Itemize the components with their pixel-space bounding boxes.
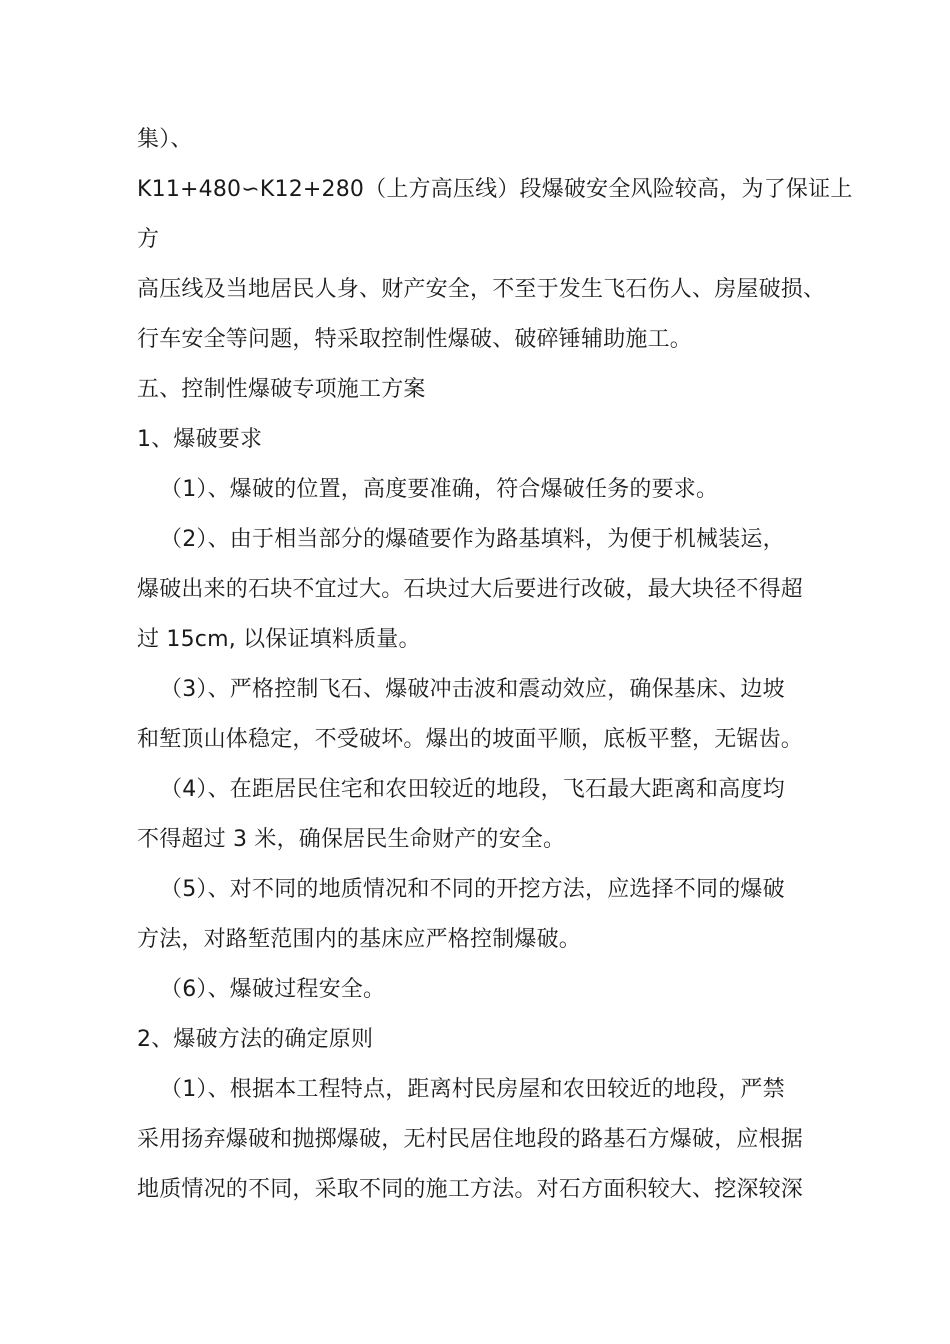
text-line: 不得超过 3 米，确保居民生命财产的安全。: [137, 827, 566, 852]
text-line: 过 15cm, 以保证填料质量。: [137, 627, 421, 652]
text-line: 采用扬弃爆破和抛掷爆破，无村民居住地段的路基石方爆破，应根据: [137, 1127, 804, 1152]
text-line: 方: [137, 227, 160, 252]
text-line: 集）、: [137, 127, 193, 152]
text-line: 地质情况的不同，采取不同的施工方法。对石方面积较大、挖深较深: [137, 1177, 804, 1202]
text-line: 和堑顶山体稳定，不受破坏。爆出的坡面平顺，底板平整，无锯齿。: [137, 727, 804, 752]
text-line: （1）、根据本工程特点，距离村民房屋和农田较近的地段，严禁: [160, 1077, 785, 1102]
text-line: K11+480∽K12+280（上方高压线）段爆破安全风险较高，为了保证上: [137, 177, 853, 202]
subsection-heading: 2、爆破方法的确定原则: [137, 1027, 374, 1052]
text-line: 行车安全等问题，特采取控制性爆破、破碎锤辅助施工。: [137, 327, 693, 352]
section-heading: 五、控制性爆破专项施工方案: [137, 377, 426, 402]
text-line: （2）、由于相当部分的爆碴要作为路基填料，为便于机械装运，: [160, 527, 785, 552]
subsection-heading: 1、爆破要求: [137, 427, 263, 452]
text-line: （4）、在距居民住宅和农田较近的地段，飞石最大距离和高度均: [160, 777, 785, 802]
text-line: 方法，对路堑范围内的基床应严格控制爆破。: [137, 927, 582, 952]
text-line: （6）、爆破过程安全。: [160, 977, 386, 1002]
text-line: 高压线及当地居民人身、财产安全，不至于发生飞石伤人、房屋破损、: [137, 277, 826, 302]
text-line: 爆破出来的石块不宜过大。石块过大后要进行改破，最大块径不得超: [137, 577, 804, 602]
text-line: （1）、爆破的位置，高度要准确，符合爆破任务的要求。: [160, 477, 719, 502]
text-line: （5）、对不同的地质情况和不同的开挖方法，应选择不同的爆破: [160, 877, 785, 902]
text-line: （3）、严格控制飞石、爆破冲击波和震动效应，确保基床、边坡: [160, 677, 785, 702]
